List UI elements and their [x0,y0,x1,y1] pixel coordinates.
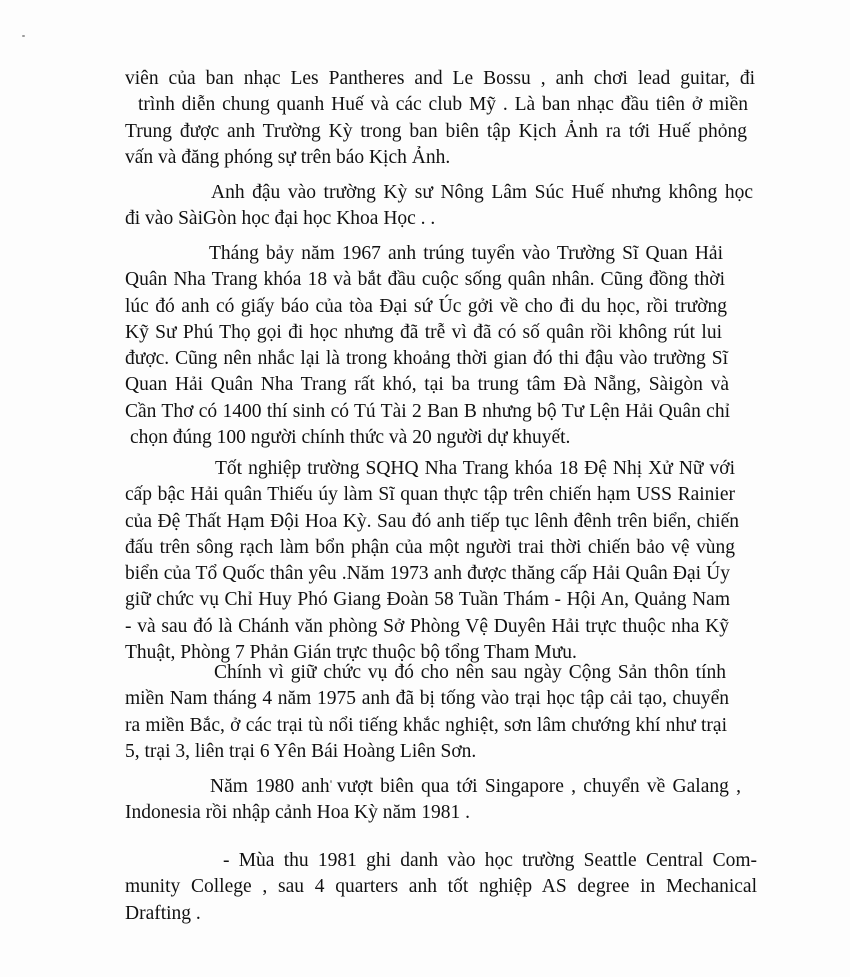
text-line: Indonesia rồi nhập cảnh Hoa Kỳ năm 1981 . [125,802,470,824]
text-line: được. Cũng nên nhắc lại là trong khoảng thời gian đó thi đậu vào trường Sĩ [125,348,728,370]
text-line: ra miền Bắc, ở các trại tù nổi tiếng khắc nghiệt, sơn lâm chướng khí như trại [125,714,727,736]
text-line: - Mùa thu 1981 ghi danh vào học trường Seattle Central Com- [223,850,757,871]
text-line: đi vào SàiGòn học đại học Khoa Học . . [125,208,436,230]
text-line: Chính vì giữ chức vụ đó cho nên sau ngày Cộng Sản thôn tính [214,662,726,683]
text-line: chọn đúng 100 người chính thức và 20 người dự khuyết. [130,427,571,449]
text-line: của Đệ Thất Hạm Đội Hoa Kỳ. Sau đó anh tiếp tục lênh đênh trên biển, chiến [125,510,739,532]
text-line: Drafting . [125,902,201,924]
text-line: viên của ban nhạc Les Pantheres and Le Bossu , anh chơi lead guitar, đi [125,68,755,89]
text-line: cấp bậc Hải quân Thiếu úy làm Sĩ quan thực tập trên chiến hạm USS Rainier [125,484,735,506]
text-line: Thuật, Phòng 7 Phản Gián trực thuộc bộ tổng Tham Mưu. [125,642,577,664]
text-line: - và sau đó là Chánh văn phòng Sở Phòng Vệ Duyên Hải trực thuộc nha Kỹ [125,615,729,637]
text-line: giữ chức vụ Chỉ Huy Phó Giang Đoàn 58 Tuần Thám - Hội An, Quảng Nam [125,589,730,611]
text-line: Quân Nha Trang khóa 18 và bắt đầu cuộc sống quân nhân. Cũng đồng thời [125,269,725,291]
text-line: lúc đó anh có giấy báo của tòa Đại sứ Úc gởi về cho đi du học, rồi trường [125,295,727,317]
text-line: vấn và đăng phóng sự trên báo Kịch Ảnh. [125,146,451,168]
text-line: đấu trên sông rạch làm bổn phận của một người trai thời chiến bảo vệ vùng [125,536,735,558]
text-line: Năm 1980 anh vượt biên qua tới Singapore , chuyển về Galang , [210,776,741,797]
paragraph-us-education [125,848,765,927]
paragraph-naval-academy [125,241,765,451]
text-line: Quan Hải Quân Nha Trang rất khó, tại ba trung tâm Đà Nẵng, Sàigòn và [125,374,729,396]
text-line: Kỹ Sư Phú Thọ gọi đi học nhưng đã trễ vì đã có số quân rồi không rút lui [125,321,722,343]
text-line: munity College , sau 4 quarters anh tốt nghiệp AS degree in Mechanical [125,876,757,898]
paragraph-emigration [125,774,765,827]
text-line: Tháng bảy năm 1967 anh trúng tuyển vào Trường Sĩ Quan Hải [209,243,723,264]
text-line: Cần Thơ có 1400 thí sinh có Tú Tài 2 Ban B nhưng bộ Tư Lện Hải Quân chỉ [125,400,730,422]
paragraph-reeducation-camp [125,660,765,765]
paragraph-naval-service [125,456,765,666]
paragraph-band-career [125,66,765,171]
text-line: Tốt nghiệp trường SQHQ Nha Trang khóa 18 Đệ Nhị Xử Nữ với [215,458,735,479]
text-line: 5, trại 3, liên trại 6 Yên Bái Hoàng Liên Sơn. [125,740,477,762]
text-line: Trung được anh Trường Kỳ trong ban biên tập Kịch Ảnh ra tới Huế phỏng [125,120,747,142]
text-line: biển của Tổ Quốc thân yêu .Năm 1973 anh được thăng cấp Hải Quân Đại Úy [125,563,730,585]
scan-speck [22,35,25,37]
paragraph-education [125,180,765,233]
text-line: Anh đậu vào trường Kỳ sư Nông Lâm Súc Huế nhưng không học [211,182,753,203]
text-line: trình diễn chung quanh Huế và các club Mỹ . Là ban nhạc đầu tiên ở miền [138,94,748,116]
text-line: miền Nam tháng 4 năm 1975 anh đã bị tống vào trại học tập cải tạo, chuyển [125,688,729,710]
